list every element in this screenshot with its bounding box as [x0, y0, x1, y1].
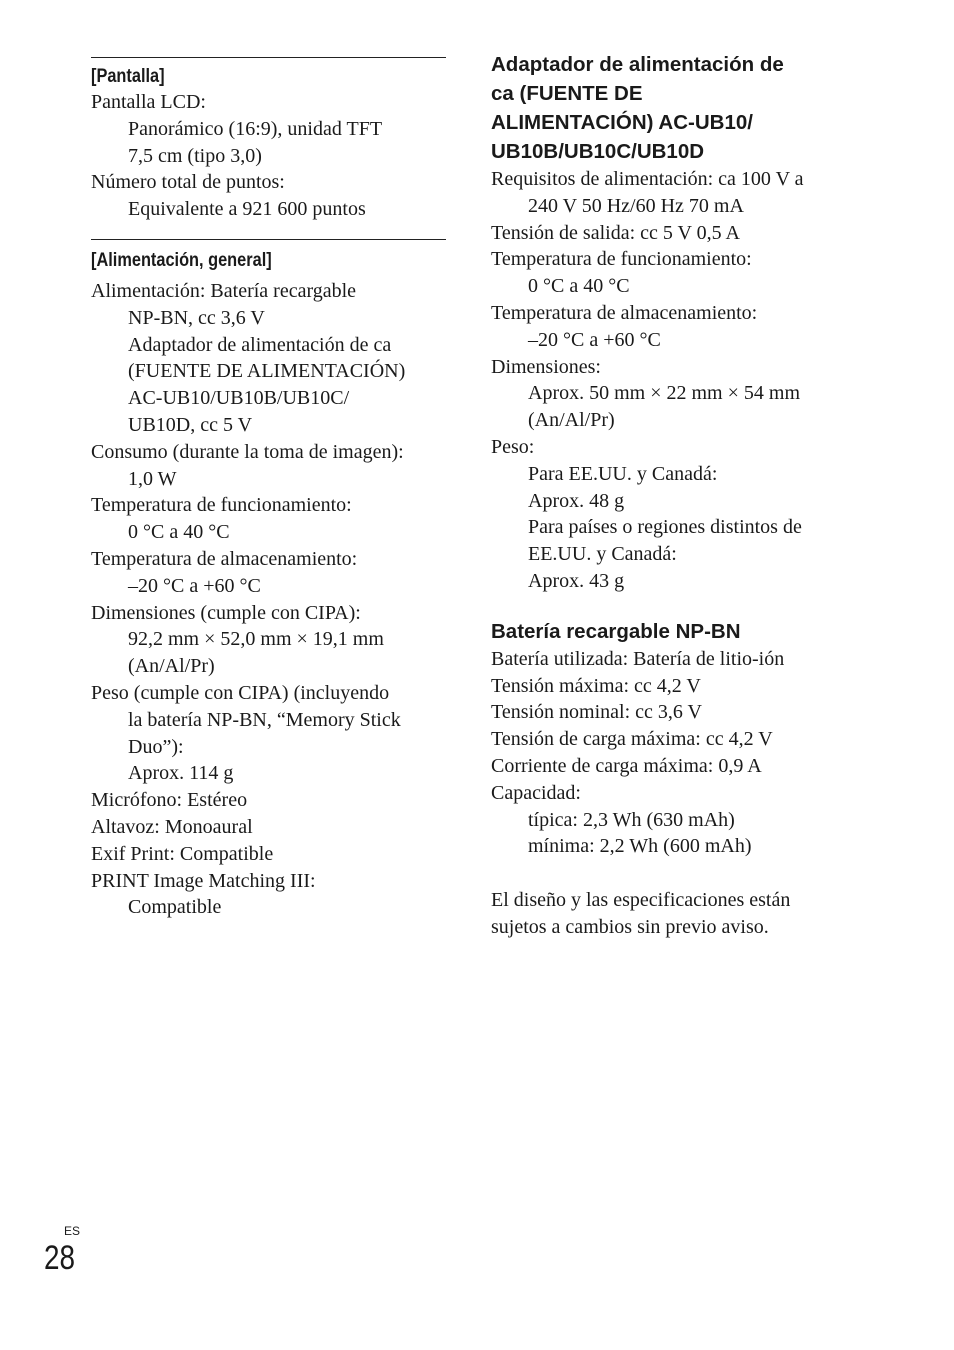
- section-heading-pantalla: [Pantalla]: [91, 66, 165, 87]
- spec-line: 240 V 50 Hz/60 Hz 70 mA: [528, 194, 744, 217]
- spec-line: Temperatura de almacenamiento:: [91, 547, 358, 570]
- section-divider: [91, 57, 446, 58]
- spec-line: (An/Al/Pr): [128, 655, 215, 678]
- spec-line: Tensión de salida: cc 5 V 0,5 A: [491, 221, 740, 244]
- spec-line: Tensión de carga máxima: cc 4,2 V: [491, 728, 773, 751]
- spec-line: Alimentación: Batería recargable: [91, 279, 357, 302]
- spec-line: Batería utilizada: Batería de litio-ión: [491, 647, 785, 670]
- spec-line: Exif Print: Compatible: [91, 842, 274, 865]
- spec-line: Consumo (durante la toma de imagen):: [91, 440, 404, 463]
- spec-line: Panorámico (16:9), unidad TFT: [128, 117, 383, 140]
- bateria-spec-list: [491, 646, 861, 860]
- spec-line: Pantalla LCD:: [91, 91, 206, 113]
- spec-line: (FUENTE DE ALIMENTACIÓN): [128, 360, 406, 383]
- spec-line: 0 °C a 40 °C: [128, 521, 230, 544]
- heading-line: ALIMENTACIÓN) AC-UB10/: [491, 111, 753, 134]
- spec-line: 92,2 mm × 52,0 mm × 19,1 mm: [128, 628, 384, 651]
- spec-line: Corriente de carga máxima: 0,9 A: [491, 754, 762, 777]
- right-column: [491, 0, 861, 941]
- section-heading-adaptador: [491, 50, 861, 166]
- spec-line: UB10D, cc 5 V: [128, 413, 253, 436]
- spec-line: 0 °C a 40 °C: [528, 275, 630, 298]
- left-column: [91, 0, 446, 921]
- spec-line: NP-BN, cc 3,6 V: [128, 306, 265, 329]
- spec-line: Aprox. 50 mm × 22 mm × 54 mm: [528, 382, 801, 405]
- note-line: El diseño y las especificaciones están: [491, 889, 791, 912]
- section-heading-bateria: Batería recargable NP-BN: [491, 619, 741, 643]
- spec-line: Temperatura de almacenamiento:: [491, 301, 758, 324]
- spec-line: Adaptador de alimentación de ca: [128, 333, 392, 356]
- spec-line: Duo”):: [128, 735, 184, 758]
- adaptador-spec-list: [491, 166, 861, 595]
- spec-line: (An/Al/Pr): [528, 409, 615, 432]
- spec-line: Temperatura de funcionamiento:: [491, 248, 752, 271]
- spec-line: Altavoz: Monoaural: [91, 815, 253, 838]
- spec-line: Compatible: [128, 896, 222, 919]
- section-divider: [91, 239, 446, 240]
- spec-line: Dimensiones (cumple con CIPA):: [91, 601, 361, 624]
- spec-line: Número total de puntos:: [91, 171, 285, 194]
- spec-line: Capacidad:: [491, 781, 581, 804]
- alimentacion-spec-list: [91, 278, 446, 921]
- spec-line: Peso:: [491, 435, 535, 458]
- spec-line: Aprox. 43 g: [528, 569, 625, 592]
- spec-line: EE.UU. y Canadá:: [528, 543, 677, 566]
- spec-line: Dimensiones:: [491, 355, 601, 378]
- spec-line: –20 °C a +60 °C: [528, 328, 661, 351]
- pantalla-spec-list: [91, 89, 446, 223]
- spec-line: Para países o regiones distintos de: [528, 516, 802, 539]
- spec-line: Temperatura de funcionamiento:: [91, 494, 352, 517]
- spec-line: mínima: 2,2 Wh (600 mAh): [528, 835, 752, 858]
- spec-line: Aprox. 114 g: [128, 762, 234, 785]
- heading-line: Adaptador de alimentación de: [491, 53, 784, 76]
- spec-line: PRINT Image Matching III:: [91, 869, 316, 892]
- spec-line: –20 °C a +60 °C: [128, 574, 261, 597]
- spec-line: Aprox. 48 g: [528, 489, 625, 512]
- spec-line: la batería NP-BN, “Memory Stick: [128, 708, 401, 731]
- spec-line: Tensión máxima: cc 4,2 V: [491, 674, 701, 697]
- note-line: sujetos a cambios sin previo aviso.: [491, 915, 769, 938]
- spec-line: Requisitos de alimentación: ca 100 V a: [491, 168, 804, 190]
- spec-line: típica: 2,3 Wh (630 mAh): [528, 808, 735, 831]
- spec-line: Peso (cumple con CIPA) (incluyendo: [91, 681, 390, 704]
- spec-line: Micrófono: Estéreo: [91, 789, 248, 812]
- spec-line: Para EE.UU. y Canadá:: [528, 462, 718, 485]
- specifications-note: [491, 887, 861, 941]
- spec-line: 1,0 W: [128, 467, 177, 490]
- spec-line: 7,5 cm (tipo 3,0): [128, 144, 262, 167]
- section-heading-alimentacion: [Alimentación, general]: [91, 249, 272, 271]
- heading-line: ca (FUENTE DE: [491, 82, 643, 105]
- spec-line: Equivalente a 921 600 puntos: [128, 198, 366, 221]
- spec-line: AC-UB10/UB10B/UB10C/: [128, 387, 350, 410]
- heading-line: UB10B/UB10C/UB10D: [491, 140, 705, 163]
- page-number: 28: [44, 1239, 76, 1277]
- language-code: ES: [64, 1224, 81, 1238]
- spec-line: Tensión nominal: cc 3,6 V: [491, 701, 702, 724]
